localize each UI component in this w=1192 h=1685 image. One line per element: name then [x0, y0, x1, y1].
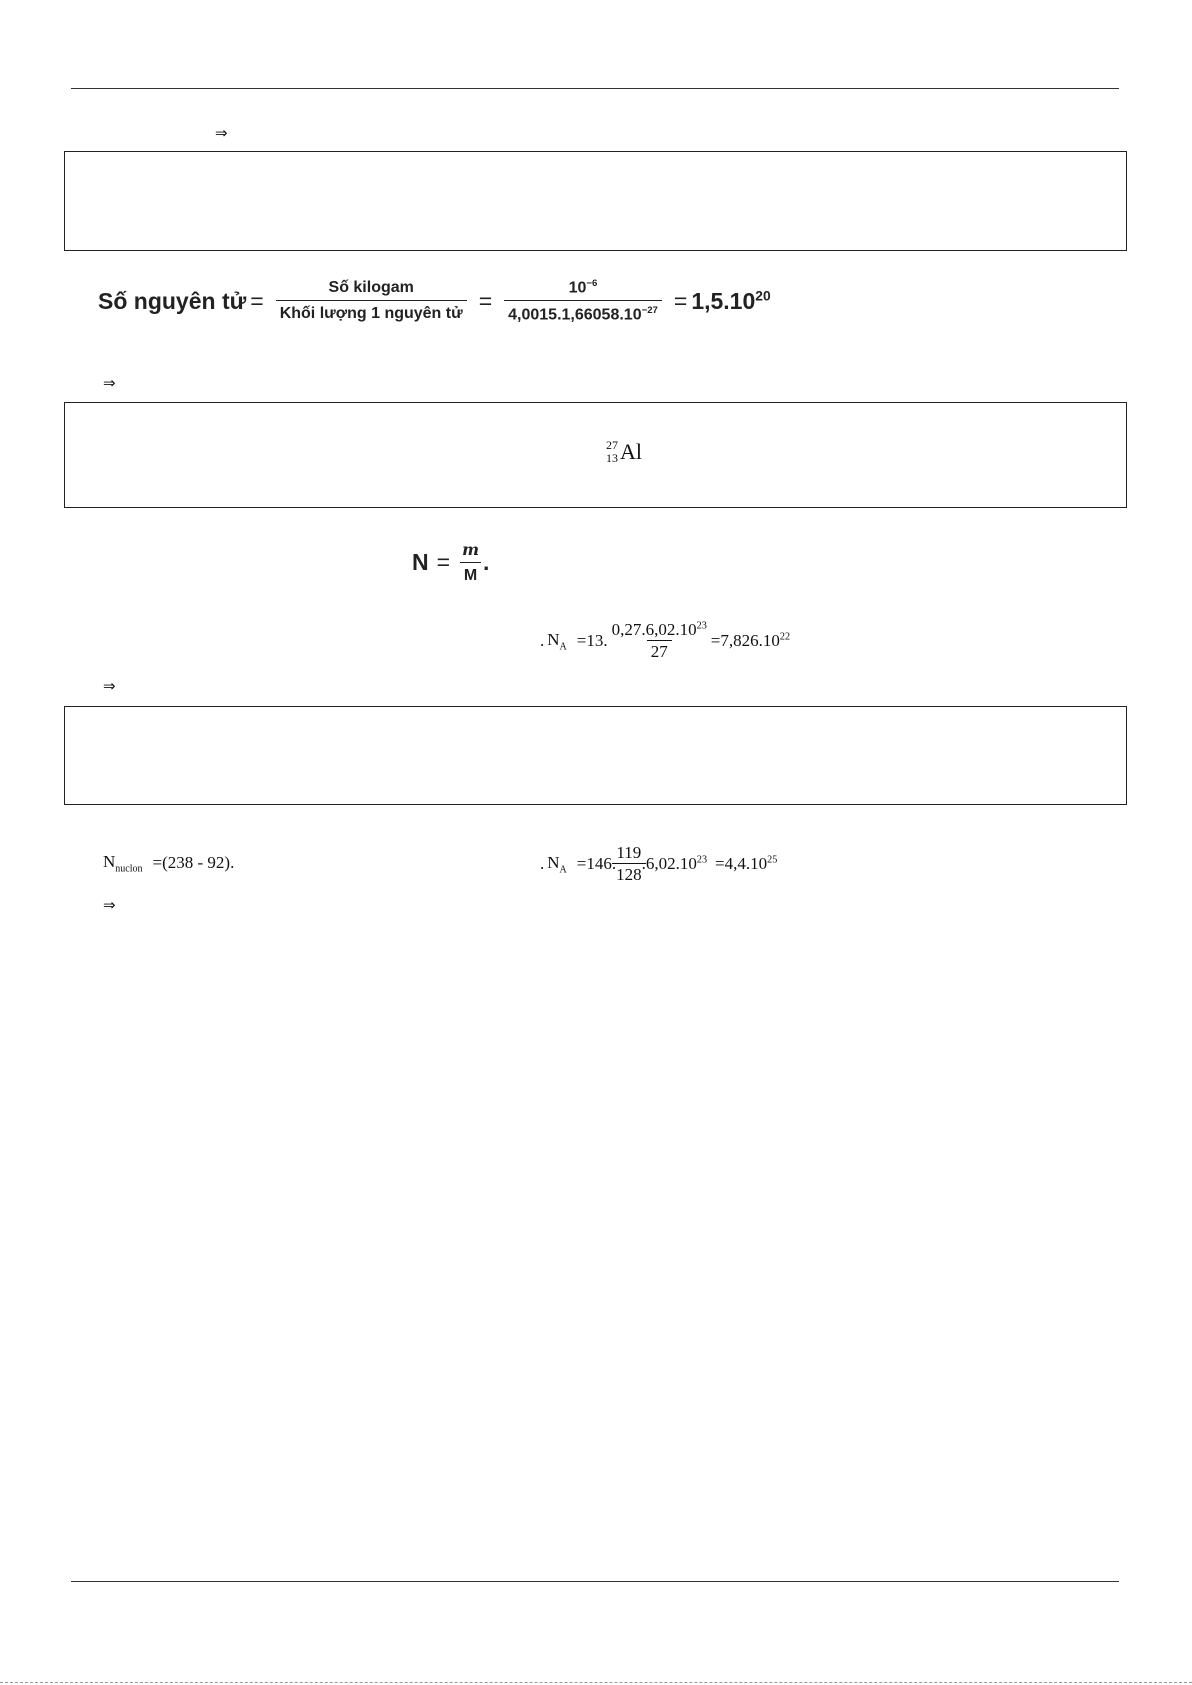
formula-neutron-total: . $N_A$ =146. $\frac{119}{128}$ .6,02.10$^{23}$ $=4,4.10^{25}$ — [540, 843, 778, 884]
page-edge — [0, 1682, 1192, 1683]
implies-arrow-1: ⇒ — [215, 124, 228, 142]
isotope-al-27: 27 13 Al — [606, 438, 642, 465]
fraction-kilogram-over-mass: $\frac{\text{Số kilogam}}{\text{Khối lượng 1 nguyên tử}}$ — [276, 279, 467, 323]
formula-n-equals-m-over-M: N = $\frac{m}{M}$ . — [412, 540, 490, 584]
implies-arrow-2: ⇒ — [103, 374, 116, 392]
implies-arrow-4: ⇒ — [103, 896, 116, 914]
formula-result: 1,5.10$^{20}$ — [691, 287, 771, 314]
formula-nucleon-count: $N_{nuclon}$ = (238 - 92) . — [103, 852, 235, 875]
formula-proton-count: . $N_A$ =13. $\frac{0,27.6,02.10^{23}}{27}$ $=7,826.10^{22}$ — [540, 620, 791, 661]
fraction-values: $\frac{10^{-6}}{4,0015.1,66058.10^{-27}}$ — [504, 278, 662, 325]
answer-box-2 — [64, 402, 1127, 508]
answer-box-3 — [64, 706, 1127, 805]
header-rule — [71, 88, 1119, 89]
footer-rule — [71, 1581, 1119, 1582]
implies-arrow-3: ⇒ — [103, 677, 116, 695]
answer-box-1 — [64, 151, 1127, 251]
formula-lhs: Số nguyên tử — [98, 287, 247, 314]
formula-atom-count: Số nguyên tử = $\frac{\text{Số kilogam}}{\text{Khối lượng 1 nguyên tử}}$ = $\frac{10^{-6}}{4,0015.1,66058.10^{-27}}$ = 1,5.10$^{20}$ — [98, 278, 771, 324]
